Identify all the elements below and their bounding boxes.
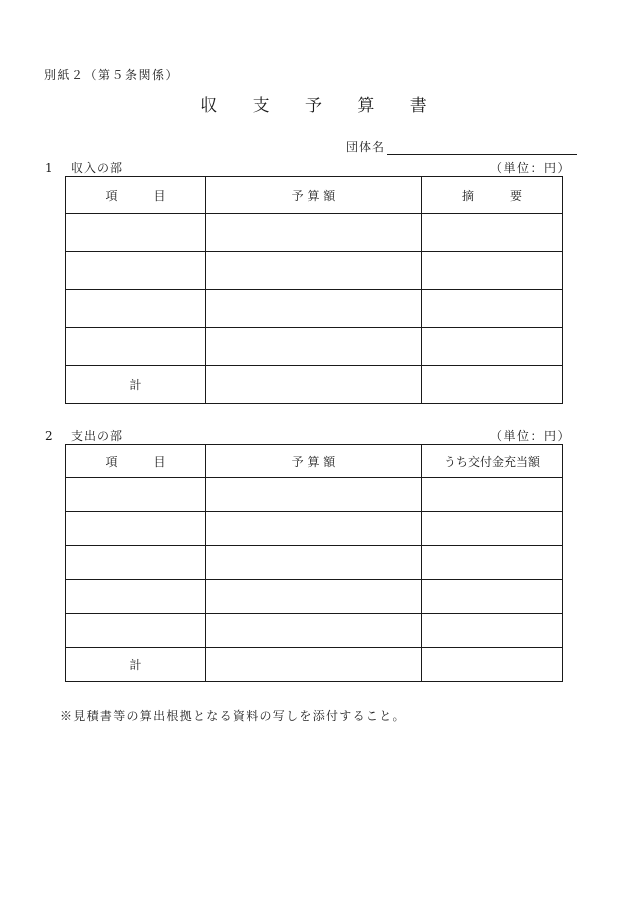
document-title: 収 支 予 算 書 [200, 96, 442, 116]
expense-total-label: 計 [66, 648, 206, 682]
expense-total-grant-cell[interactable] [422, 648, 563, 682]
organization-input-line[interactable] [387, 141, 577, 155]
expense-grant-cell[interactable] [422, 478, 563, 512]
income-remarks-cell[interactable] [422, 214, 563, 252]
expense-budget-cell[interactable] [206, 478, 422, 512]
income-remarks-cell[interactable] [422, 328, 563, 366]
expense-item-cell[interactable] [66, 546, 206, 580]
income-total-label: 計 [66, 366, 206, 404]
expense-row [66, 546, 563, 580]
expense-grant-cell[interactable] [422, 580, 563, 614]
income-total-row [66, 366, 563, 404]
income-total-remarks-cell[interactable] [422, 366, 563, 404]
organization-label: 団体名 [346, 140, 386, 154]
income-header-row [66, 177, 563, 214]
income-item-cell[interactable] [66, 252, 206, 290]
expense-grant-cell[interactable] [422, 546, 563, 580]
expense-row [66, 512, 563, 546]
expense-section-number: 2 [45, 429, 54, 443]
expense-item-cell[interactable] [66, 478, 206, 512]
income-section-number: 1 [45, 161, 54, 175]
expense-item-cell[interactable] [66, 512, 206, 546]
expense-budget-cell[interactable] [206, 580, 422, 614]
income-budget-cell[interactable] [206, 214, 422, 252]
income-col-item: 項 目 [66, 177, 206, 214]
income-table [65, 176, 563, 404]
expense-total-row [66, 648, 563, 682]
income-item-cell[interactable] [66, 290, 206, 328]
expense-total-budget-cell[interactable] [206, 648, 422, 682]
income-heading [45, 159, 123, 176]
expense-budget-cell[interactable] [206, 512, 422, 546]
expense-header-row [66, 445, 563, 478]
income-col-budget: 予 算 額 [206, 177, 422, 214]
expense-col-item: 項 目 [66, 445, 206, 478]
annex-label: 別紙２（第５条関係） [44, 68, 180, 82]
expense-row [66, 614, 563, 648]
income-row [66, 328, 563, 366]
income-budget-cell[interactable] [206, 290, 422, 328]
income-section-title: 収入の部 [71, 161, 124, 175]
income-budget-cell[interactable] [206, 252, 422, 290]
expense-col-budget: 予 算 額 [206, 445, 422, 478]
expense-grant-cell[interactable] [422, 614, 563, 648]
expense-grant-cell[interactable] [422, 512, 563, 546]
expense-item-cell[interactable] [66, 614, 206, 648]
expense-heading [45, 427, 123, 444]
attachment-note: ※見積書等の算出根拠となる資料の写しを添付すること。 [60, 709, 406, 723]
income-row [66, 290, 563, 328]
income-item-cell[interactable] [66, 214, 206, 252]
expense-col-grant-allocation: うち交付金充当額 [422, 445, 563, 478]
income-remarks-cell[interactable] [422, 290, 563, 328]
expense-item-cell[interactable] [66, 580, 206, 614]
income-unit-label: （単位：円） [490, 161, 572, 175]
income-total-budget-cell[interactable] [206, 366, 422, 404]
income-remarks-cell[interactable] [422, 252, 563, 290]
expense-budget-cell[interactable] [206, 546, 422, 580]
income-row [66, 214, 563, 252]
expense-budget-cell[interactable] [206, 614, 422, 648]
expense-unit-label: （単位：円） [490, 429, 572, 443]
income-row [66, 252, 563, 290]
income-item-cell[interactable] [66, 328, 206, 366]
organization-field [346, 138, 577, 155]
income-col-remarks: 摘 要 [422, 177, 563, 214]
expense-row [66, 478, 563, 512]
expense-table [65, 444, 563, 682]
expense-row [66, 580, 563, 614]
income-budget-cell[interactable] [206, 328, 422, 366]
expense-section-title: 支出の部 [71, 429, 124, 443]
